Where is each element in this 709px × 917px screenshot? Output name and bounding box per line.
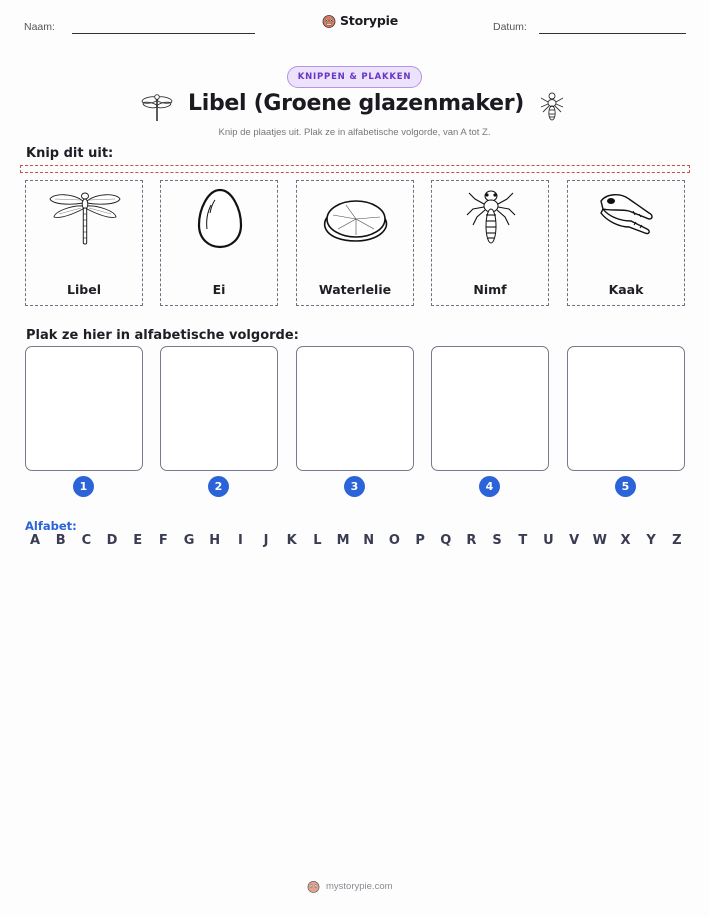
nymph-icon (453, 187, 529, 251)
alphabet-letter: W (592, 533, 607, 548)
slot-number: 4 (479, 476, 500, 497)
cut-card-ei[interactable] (160, 180, 278, 306)
card-label: Waterlelie (318, 282, 392, 297)
alphabet-letter: U (543, 533, 554, 548)
alphabet-letter: P (415, 533, 425, 548)
cut-heading: Knip dit uit: (26, 146, 114, 161)
card-label: Libel (67, 282, 101, 297)
water-lily-icon (318, 187, 394, 251)
brand-name: Storypie (340, 13, 398, 28)
alphabet-letter: T (518, 533, 528, 548)
alphabet-letter: B (55, 533, 66, 548)
alphabet-letter: I (237, 533, 243, 548)
dragonfly-icon (140, 90, 174, 124)
paste-heading: Plak ze hier in alfabetische volgorde: (26, 328, 299, 343)
alphabet-letter: S (492, 533, 502, 548)
instructions: Knip de plaatjes uit. Plak ze in alfabetische volgorde, van A tot Z. (218, 127, 491, 138)
card-label: Ei (212, 282, 226, 297)
activity-badge: KNIPPEN & PLAKKEN (287, 66, 422, 88)
alphabet-letter: Q (440, 533, 452, 548)
storypie-mascot-icon (322, 14, 336, 28)
cut-card-kaak[interactable] (567, 180, 685, 306)
alphabet-letter: C (81, 533, 92, 548)
paste-slot-4[interactable] (431, 346, 549, 471)
paste-slot-1[interactable] (25, 346, 143, 471)
alphabet-letter: X (620, 533, 631, 548)
alphabet-letter: A (29, 533, 41, 548)
name-field-line[interactable] (72, 33, 255, 34)
egg-icon (182, 187, 258, 251)
alphabet-letter: H (209, 533, 221, 548)
cut-card-nimf[interactable] (431, 180, 549, 306)
alphabet-letter: D (106, 533, 118, 548)
slot-number: 2 (208, 476, 229, 497)
card-label: Nimf (473, 282, 507, 297)
alphabet-letter: Z (672, 533, 682, 548)
alphabet-letter: G (183, 533, 195, 548)
slot-number: 3 (344, 476, 365, 497)
alphabet-letter: R (466, 533, 477, 548)
slot-number: 5 (615, 476, 636, 497)
footer-url[interactable]: mystorypie.com (326, 881, 393, 892)
alphabet-letter: F (158, 533, 168, 548)
nymph-title-icon (535, 90, 569, 124)
alphabet-letter: E (133, 533, 143, 548)
name-label: Naam: (24, 21, 55, 33)
alphabet-row (26, 533, 686, 548)
date-field-line[interactable] (539, 33, 686, 34)
alphabet-letter: O (388, 533, 400, 548)
date-label: Datum: (493, 21, 527, 33)
page-title: Libel (Groene glazenmaker) (187, 91, 525, 116)
paste-slot-3[interactable] (296, 346, 414, 471)
alphabet-letter: J (263, 533, 269, 548)
alphabet-letter: N (363, 533, 375, 548)
card-label: Kaak (608, 282, 644, 297)
alphabet-letter: Y (646, 533, 656, 548)
jaw-icon (589, 187, 665, 251)
storypie-mascot-icon (307, 880, 320, 893)
slot-number: 1 (73, 476, 94, 497)
alphabet-letter: K (286, 533, 297, 548)
dragonfly-icon (47, 187, 123, 251)
cut-card-libel[interactable] (25, 180, 143, 306)
alphabet-letter: L (313, 533, 322, 548)
paste-slot-5[interactable] (567, 346, 685, 471)
alphabet-letter: V (569, 533, 580, 548)
brand-logo (322, 13, 398, 28)
alphabet-letter: M (336, 533, 350, 548)
cut-card-waterlelie[interactable] (296, 180, 414, 306)
footer (307, 880, 393, 893)
alphabet-label: Alfabet: (25, 519, 77, 533)
cut-line (20, 165, 690, 173)
paste-slot-2[interactable] (160, 346, 278, 471)
